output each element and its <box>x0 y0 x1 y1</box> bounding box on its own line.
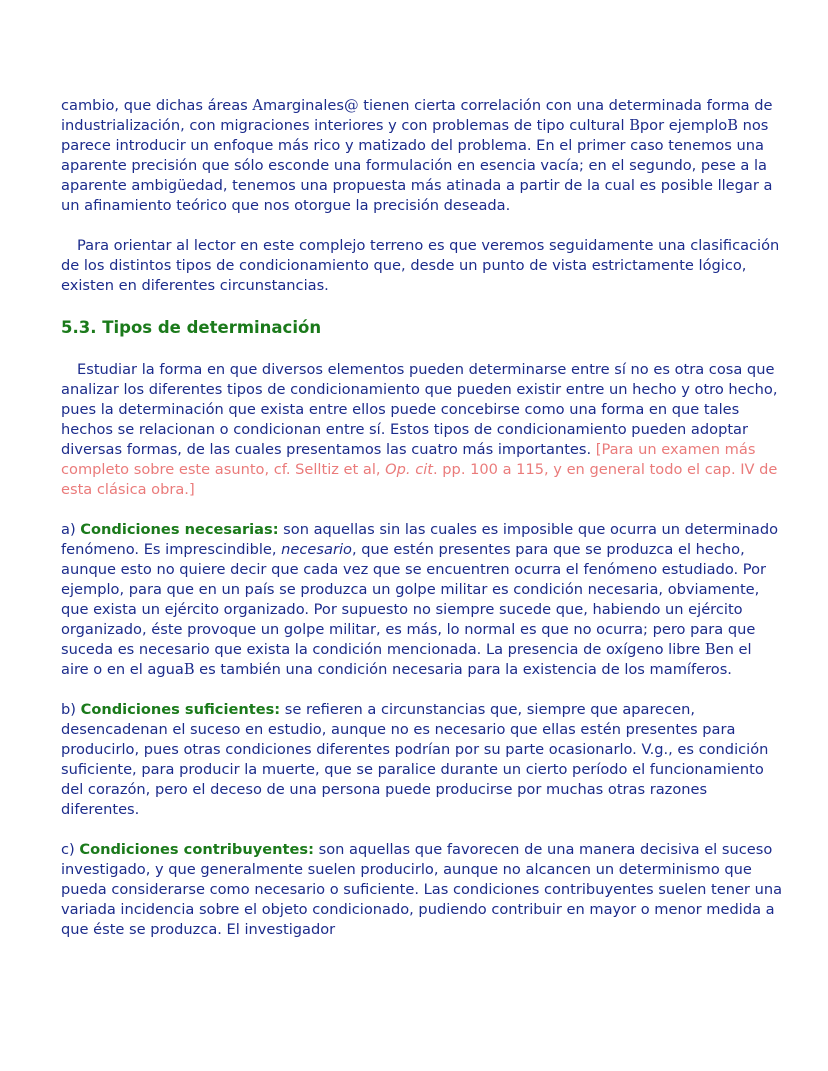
note-text: [Para un examen más completo sobre este asunto, cf. Selltiz et al, <box>61 441 756 478</box>
list-label: a) <box>61 521 81 538</box>
text-run: tienen cierta correlación con una determinada forma de industrialización, con migraciones interiores y con problemas de tipo cultural <box>61 97 773 134</box>
text-run: marginales <box>262 97 345 114</box>
paragraph-orientation: Para orientar al lector en este complejo terreno es que veremos seguidamente una clasificación de los distintos tipos de condicionamiento que, desde un punto de vista estrictamente lógico, existen en diferentes circunstancias. <box>61 237 780 294</box>
text-run: , que estén presentes para que se produzca el hecho, aunque esto no quiere decir que cada vez que se encuentren ocurra el fenómeno estudiado. Por ejemplo, para que en un país se produzca un golpe militar es condición necesaria, obviamente, que exista un ejército organizado. Por supuesto no siempre sucede que, habiendo un ejército organizado, éste provoque un golpe militar, es más, lo normal es que no ocurra; pero para que suceda es necesario que exista la condición mencionada. La presencia de oxígeno libre <box>61 541 767 658</box>
list-label: b) <box>61 701 81 718</box>
dash-symbol: B <box>704 641 716 658</box>
text-run: son aquellas sin las cuales es imposible que ocurra un determinado fenómeno. Es imprescindible, <box>61 521 779 558</box>
text-run: en el aire o en el agua <box>61 641 752 678</box>
list-label: c) <box>61 841 80 858</box>
text-run: son aquellas que favorecen de una manera decisiva el suceso investigado, y que generalmente suelen producirlo, aunque no alcancen un determinismo que pueda considerarse como necesario o suficiente. Las condiciones contribuyentes suelen tener una variada incidencia sobre el objeto condicionado, pudiendo contribuir en mayor o menor medida a que éste se produzca. El investigador <box>61 841 783 938</box>
paragraph-suficientes <box>61 700 783 820</box>
paragraph-contribuyentes <box>61 840 783 940</box>
quote-symbol: @ <box>344 97 359 114</box>
term-heading: Condiciones necesarias: <box>80 521 279 538</box>
dash-symbol: B <box>629 117 640 134</box>
dash-symbol: B <box>727 117 738 134</box>
document-page <box>61 96 783 940</box>
paragraph-intro <box>61 360 783 500</box>
note-text: . pp. 100 a 115, y en general todo el cap. IV de esta clásica obra.] <box>61 461 778 498</box>
quote-symbol: A <box>252 97 263 114</box>
text-run: Estudiar la forma en que diversos elementos pueden determinarse entre sí no es otra cosa que analizar los diferentes tipos de condicionamiento que pueden existir entre un hecho y otro hecho, pues la determinación que exista entre ellos puede concebirse como una forma en que tales hechos se relacionan o condicionan entre sí. Estos tipos de condicionamiento pueden adoptar diversas formas, de las cuales presentamos las cuatro más importantes. <box>61 361 778 458</box>
text-run: se refieren a circunstancias que, siempre que aparecen, desencadenan el suceso en estudio, aunque no es necesario que ellas estén presentes para producirlo, pues otras condiciones diferentes podrían por su parte ocasionarlo. V.g., es condición suficiente, para producir la muerte, que se paralice durante un cierto período el funcionamiento del corazón, pero el deceso de una persona puede producirse por muchas otras razones diferentes. <box>61 701 769 818</box>
paragraph-necesarias <box>61 520 783 680</box>
term-heading: Condiciones contribuyentes: <box>79 841 314 858</box>
dash-symbol: B <box>183 661 195 678</box>
text-run: es también una condición necesaria para la existencia de los mamíferos. <box>194 661 732 678</box>
text-run: nos parece introducir un enfoque más rico y matizado del problema. En el primer caso tenemos una aparente precisión que sólo esconde una formulación en esencia vacía; en el segundo, pese a la aparente ambigüedad, tenemos una propuesta más atinada a partir de la cual es posible llegar a un afinamiento teórico que nos otorgue la precisión deseada. <box>61 117 773 214</box>
italic-word: necesario <box>281 541 352 558</box>
section-heading: 5.3. Tipos de determinación <box>61 318 322 337</box>
text-run: cambio, que dichas áreas <box>61 97 253 114</box>
term-heading: Condiciones suficientes: <box>80 701 281 718</box>
note-italic: Op. cit <box>385 461 434 478</box>
paragraph-continuation <box>61 96 783 216</box>
text-run: por ejemplo <box>639 117 728 134</box>
